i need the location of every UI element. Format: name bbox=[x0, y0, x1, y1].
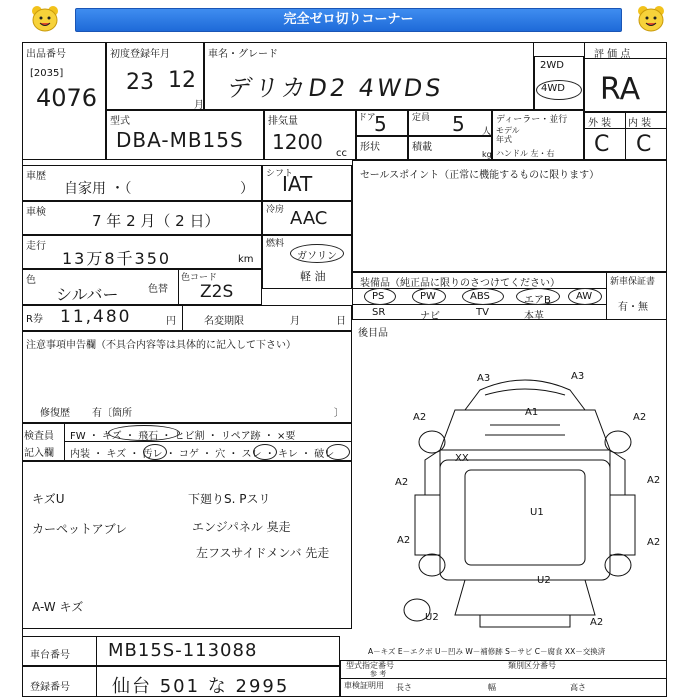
displacement-label: 排気量 bbox=[268, 116, 298, 127]
warranty-value: 有・無 bbox=[618, 302, 648, 313]
fuel-label: 燃料 bbox=[266, 239, 285, 249]
cert-label: 車検証明用 bbox=[344, 681, 384, 690]
equip-ps: PS bbox=[372, 291, 385, 302]
cert-width: 幅 bbox=[488, 683, 496, 692]
lot-number: 4076 bbox=[36, 84, 98, 112]
fuel-diesel: 軽 油 bbox=[300, 270, 326, 283]
inspection-label: 車検 bbox=[26, 207, 46, 218]
reg-value: 仙台 501 な 2995 bbox=[112, 676, 290, 697]
banner-title: 完全ゼロ切りコーナー bbox=[75, 8, 622, 32]
history-close: ） bbox=[240, 181, 254, 197]
hw-note-6: 左フスサイドメンバ 先走 bbox=[196, 546, 330, 560]
car-name-label: 車名・グレード bbox=[208, 49, 278, 60]
color-label: 色 bbox=[26, 275, 36, 286]
equip-pw: PW bbox=[420, 291, 436, 302]
mileage-value: 13万8千350 bbox=[62, 249, 172, 268]
mark-a2-4: A2 bbox=[647, 475, 661, 486]
mark-u1: U1 bbox=[530, 507, 544, 518]
car-damage-diagram bbox=[385, 365, 670, 635]
equip-abs: ABS bbox=[470, 291, 490, 302]
bear-mascot-right-icon bbox=[634, 4, 668, 34]
type-class-label: 類別区分番号 bbox=[508, 661, 556, 670]
history-value: 自家用 ・（ bbox=[64, 181, 132, 197]
load-label: 積載 bbox=[412, 142, 432, 153]
capacity-label: 定員 bbox=[412, 113, 431, 123]
inspection-value: 7 年 2 月（ 2 日） bbox=[92, 212, 220, 230]
hw-note-4: 下廻りS. Pスリ bbox=[188, 492, 271, 506]
equip-airbag: エアB bbox=[524, 295, 551, 306]
equipment-label: 装備品（純正品に限りのさつけてください） bbox=[360, 278, 560, 289]
ac-value: AAC bbox=[290, 208, 328, 229]
inspector-label1: 検査員 bbox=[24, 431, 54, 442]
equip-aw: AW bbox=[576, 291, 593, 302]
capacity-unit: 人 bbox=[482, 127, 492, 137]
bear-mascot-left-icon bbox=[28, 4, 62, 34]
repair-value: 有〔箇所 bbox=[92, 408, 132, 419]
doors-value: 5 bbox=[374, 112, 387, 136]
load-unit: kg bbox=[482, 150, 492, 159]
model-year-label: モデル年式 bbox=[496, 126, 520, 144]
handle-label: ハンドル 左・右 bbox=[496, 149, 555, 158]
recycle-value: 11,480 bbox=[60, 307, 132, 327]
displacement-value: 1200 bbox=[272, 130, 323, 154]
type-ref-label: 参 考 bbox=[370, 670, 387, 678]
hw-note-1: キズU bbox=[32, 492, 65, 506]
mark-a2-1: A2 bbox=[413, 412, 427, 423]
model-label: 型式 bbox=[110, 116, 130, 127]
first-reg-year: 23 bbox=[126, 70, 154, 95]
mark-a2-2: A2 bbox=[633, 412, 647, 423]
inspector-row2: 内装 ・ キズ ・ 汚レ ・ コゲ ・ 穴 ・ スレ ・ キレ ・ 破レ bbox=[70, 449, 335, 460]
displacement-unit: cc bbox=[336, 148, 347, 159]
car-name-value: デリカD2 4WDS bbox=[225, 74, 446, 102]
notes-label: 注意事項申告欄（不具合内容等は具体的に記入して下さい） bbox=[26, 340, 296, 351]
equip-leather: 本革 bbox=[524, 311, 544, 322]
inspector-label2: 記入欄 bbox=[24, 448, 54, 459]
inspector-row1: FW ・ キズ ・ 飛石 ・ ヒビ割 ・ リペア跡 ・ ×要 bbox=[70, 431, 296, 442]
name-change-day: 日 bbox=[336, 316, 346, 327]
mark-xx: XX bbox=[455, 453, 469, 464]
hw-note-2: カーペットアブレ bbox=[32, 522, 128, 536]
mark-u2-2: U2 bbox=[425, 612, 439, 623]
shift-value: IAT bbox=[282, 172, 313, 196]
fuel-gasoline: ガソリン bbox=[297, 251, 337, 262]
recycle-unit: 円 bbox=[166, 316, 176, 327]
repair-close: 〕 bbox=[334, 408, 344, 419]
mileage-unit: km bbox=[238, 254, 254, 265]
name-change-month: 月 bbox=[290, 316, 300, 327]
mark-a3-right: A3 bbox=[571, 371, 585, 382]
lot-label: 出品番号 bbox=[26, 49, 66, 60]
rear-seat-label: 後目品 bbox=[358, 328, 388, 339]
ac-label: 冷房 bbox=[266, 205, 285, 215]
drive-4wd: 4WD bbox=[541, 83, 565, 94]
mark-a2-7: A2 bbox=[590, 617, 604, 628]
shift-label: シフト bbox=[266, 169, 294, 179]
dealer-label: ディーラー・並行 bbox=[496, 115, 568, 125]
cert-height: 高さ bbox=[570, 683, 586, 692]
name-change-label: 名変期限 bbox=[204, 316, 244, 327]
color-value: シルバー bbox=[56, 285, 119, 304]
chassis-value: MB15S-113088 bbox=[108, 640, 258, 661]
model-value: DBA-MB15S bbox=[116, 128, 244, 152]
mark-u2-1: U2 bbox=[537, 575, 551, 586]
color-code-value: Z2S bbox=[200, 282, 234, 302]
legend-text: A－キズ E－エクボ U－凹み W－補修跡 S－サビ C－腐食 XX－交換済 bbox=[368, 647, 606, 656]
type-designation-label: 型式指定番号 bbox=[346, 661, 394, 670]
first-reg-month-unit: 月 bbox=[194, 100, 204, 111]
history-row bbox=[22, 165, 262, 201]
recycle-label: R券 bbox=[26, 314, 43, 325]
chassis-label: 車台番号 bbox=[30, 650, 70, 661]
hw-note-3: A-W キズ bbox=[32, 600, 84, 614]
equip-sr: SR bbox=[372, 307, 386, 318]
ext-label: 外 装 bbox=[588, 118, 612, 129]
shape-label: 形状 bbox=[360, 142, 380, 153]
first-reg-label: 初度登録年月 bbox=[110, 49, 170, 60]
history-label: 車歴 bbox=[26, 171, 46, 182]
lot-sub: [2035] bbox=[30, 68, 64, 79]
first-reg-month: 12 bbox=[168, 68, 196, 93]
sales-point-label: セールスポイント（正常に機能するものに限ります） bbox=[360, 170, 600, 181]
mark-a2-5: A2 bbox=[397, 535, 411, 546]
equip-tv: TV bbox=[476, 307, 489, 318]
mark-a3-left: A3 bbox=[477, 373, 491, 384]
mark-a2-3: A2 bbox=[395, 477, 409, 488]
hw-note-5: エンジパネル 臭走 bbox=[192, 520, 291, 534]
color-code-label: 色コード bbox=[181, 273, 218, 283]
warranty-label: 新車保証書 bbox=[610, 277, 656, 287]
grade-label: 評 価 点 bbox=[594, 49, 631, 60]
grade-value: RA bbox=[600, 72, 641, 107]
equip-navi: ナビ bbox=[420, 311, 440, 322]
color-change-label: 色替 bbox=[148, 284, 168, 295]
reg-label: 登録番号 bbox=[30, 682, 70, 693]
mark-a1: A1 bbox=[525, 407, 539, 418]
capacity-value: 5 bbox=[452, 112, 465, 136]
int-grade: C bbox=[636, 132, 652, 157]
doors-label: ドア bbox=[358, 113, 376, 123]
int-label: 内 装 bbox=[628, 118, 652, 129]
drive-2wd: 2WD bbox=[540, 60, 564, 71]
cert-length: 長さ bbox=[396, 683, 412, 692]
repair-label: 修復歴 bbox=[40, 408, 70, 419]
mileage-label: 走行 bbox=[26, 241, 46, 252]
mark-a2-6: A2 bbox=[647, 537, 661, 548]
ext-grade: C bbox=[594, 132, 610, 157]
